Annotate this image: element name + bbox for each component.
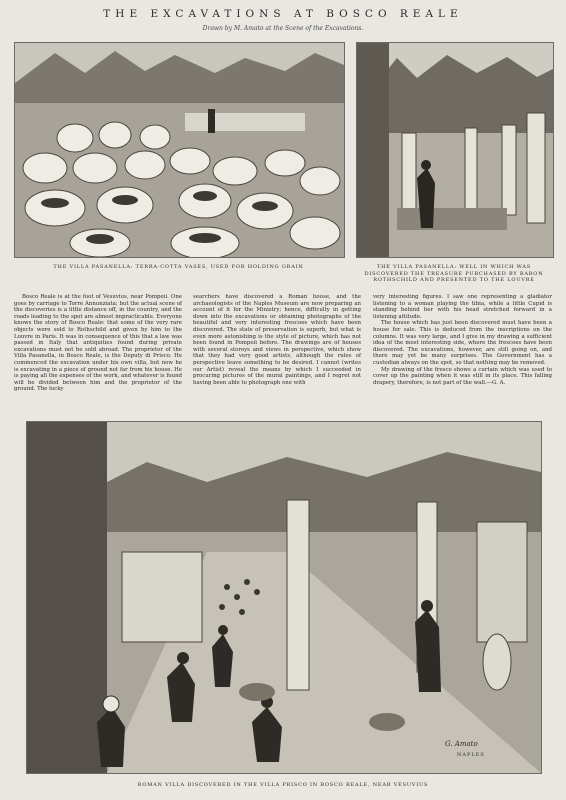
article-column-3 [373, 294, 552, 386]
vases-caption: THE VILLA PASANELLA: TERRA-COTTA VASES, USED FOR HOLDING GRAIN [53, 264, 304, 270]
article-paragraph: very interesting figures. I saw one representing a gladiator listening to a woman playing the tibia, while a little Cupid is standing behind her with his head stretched forward in a listening attitude. [373, 294, 552, 320]
article-column-2 [193, 294, 361, 386]
article-paragraph: searchers have discovered a Roman house, and the archaeologists of the Naples Museum are now preparing an account of it for the Ministry; hence, difficulty in getting down into the excavations or obtaining photographs of the beautiful and very interesting frescoes which have been discovered. The state of preservation is superb, but what is even more astonishing is the style of picture, which has not been found in Pompeii before. The drawings are of houses with several storeys and views in perspective, which show that they had very good artists, although the rules of perspective leave something to be desired. I cannot (writes our Artist) reveal the means by which I succeeded in procuring pictures of the mural paintings, and I regret not having been able to photograph one with [193, 294, 361, 386]
well-illustration [357, 43, 553, 257]
roman-villa-caption: ROMAN VILLA DISCOVERED IN THE VILLA PRISCO IN BOSCO REALE, NEAR VESUVIUS [137, 782, 429, 788]
article-column-1 [14, 294, 182, 393]
article-paragraph: The house which has just been discovered must have been a house for sale. This is deduced from the inscriptions on the columns. It was very large, and I give in my drawing a sufficient idea of the most interesting side, where the frescoes have been discovered. The excavations, however, are still going on, and there may yet be many surprises. The Government has a custodian always on the spot, so that nothing may be removed. [373, 320, 552, 366]
byline: Drawn by M. Amato at the Scene of the Excavations. [202, 25, 364, 32]
well-engraving [356, 42, 554, 258]
artist-signature: G. Amato [445, 740, 478, 748]
page-title: THE EXCAVATIONS AT BOSCO REALE [103, 8, 463, 20]
vases-engraving [14, 42, 345, 258]
article-paragraph: Bosco Reale is at the foot of Vesuvius, near Pompeii. One goes by carriage to Torre Annunziata; but the actual scene of the discoveries is a little distance off, in the country, and the roads leading to the spot are almost impracticable. Everyone knows the story of Bosco Reale: that some of the very rare objects were sold to Rothschild and given by him to the Louvre in Paris. It was in consequence of this that a law was passed in Italy that antiquities found during private excavations must not be sold abroad. The proprietor of the Villa Pasanella, in Bosco Reale, is the Deputy di Prisco. He commenced the excavation under his own villa, but now he is excavating in a piece of ground not far from his house. He is paying all the expenses of the work, and whatever is found will be divided between him and the proprietor of the ground. The lucky [14, 294, 182, 393]
signature-place: NAPLES [457, 752, 485, 758]
roman-villa-illustration [27, 422, 541, 773]
well-caption: THE VILLA PASANELLA: WELL IN WHICH WAS DISCOVERED THE TREASURE PURCHASED BY BARON ROTHSCHILD AND PRESENTED TO THE LOUVRE [364, 264, 544, 283]
article-paragraph: My drawing of the fresco shows a curtain which was used to cover up the painting when it was still in its place. This falling drapery, therefore, is not part of the wall.—G. A. [373, 366, 552, 386]
vases-illustration [15, 43, 344, 257]
roman-villa-engraving [26, 421, 542, 774]
